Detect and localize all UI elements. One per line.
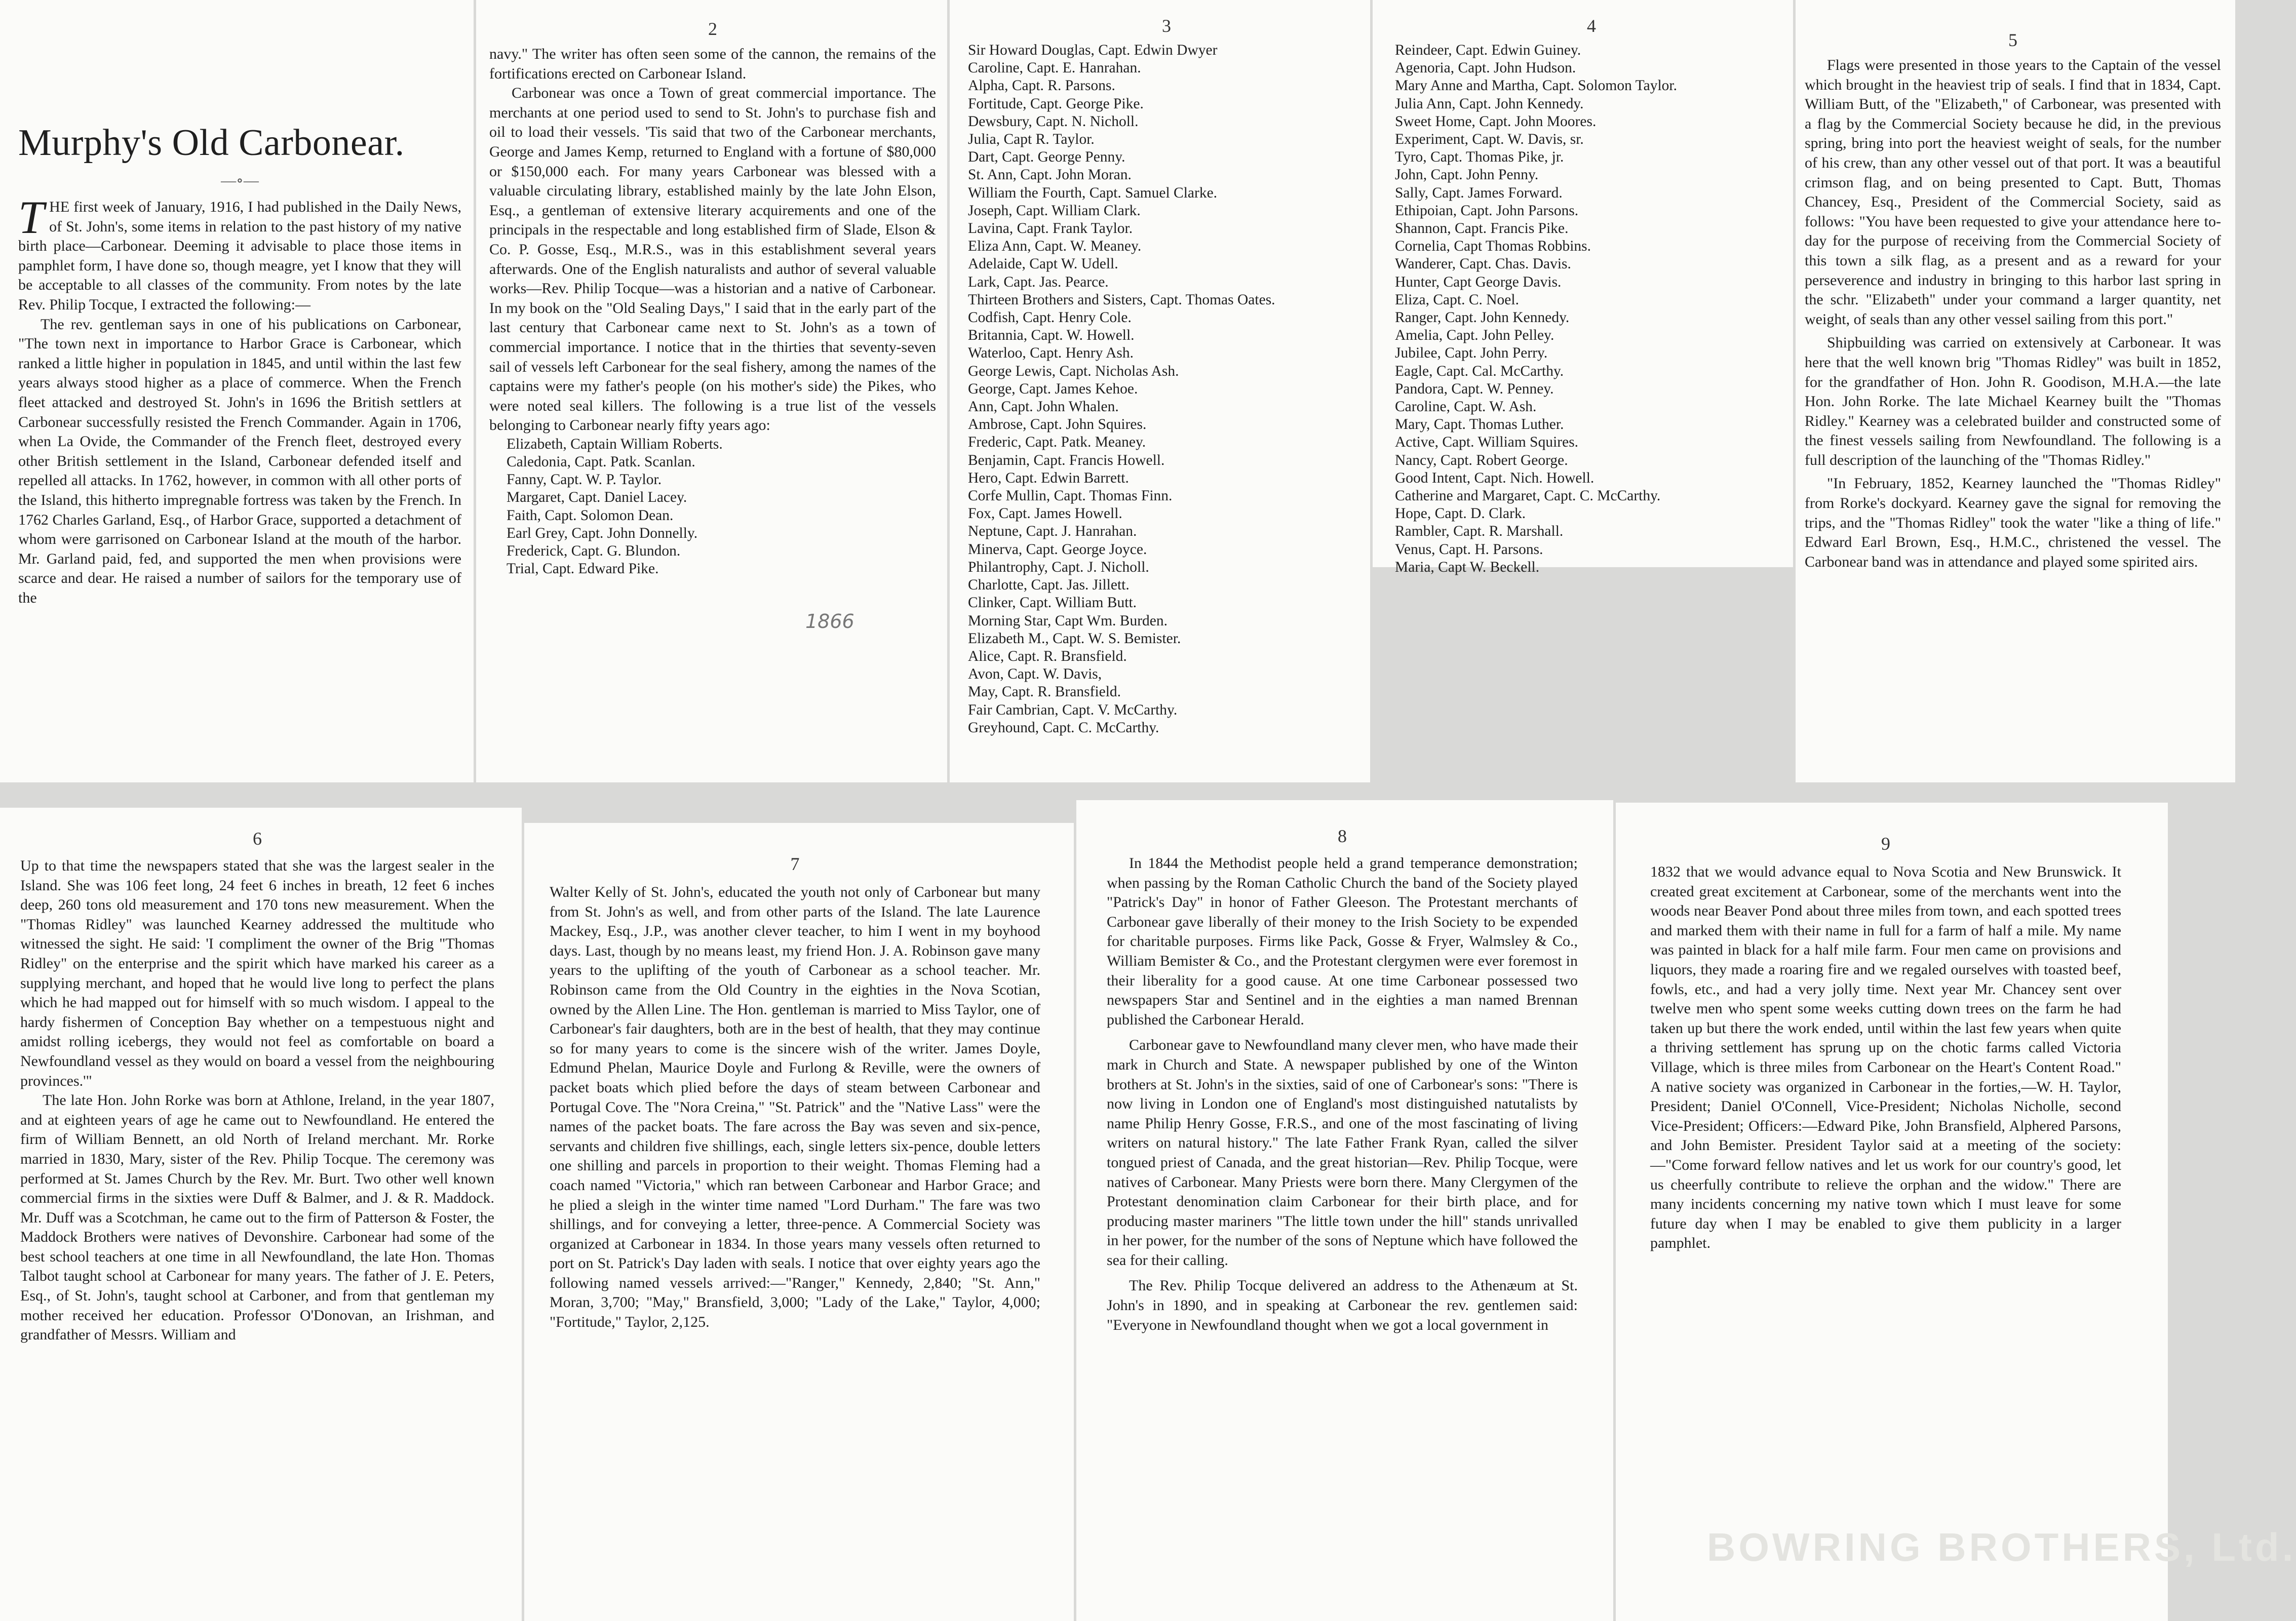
- vessel-item: Neptune, Capt. J. Hanrahan.: [968, 523, 1137, 540]
- vessel-item: Ann, Capt. John Whalen.: [968, 399, 1119, 415]
- vessel-item: George Lewis, Capt. Nicholas Ash.: [968, 363, 1179, 379]
- vessel-item: Fox, Capt. James Howell.: [968, 505, 1122, 522]
- vessel-item: Caledonia, Capt. Patk. Scanlan.: [507, 454, 695, 470]
- vessel-item: Fanny, Capt. W. P. Taylor.: [507, 471, 662, 488]
- page-6-para-1: Up to that time the newspapers stated that she was the largest sealer in the Island. She was 106 feet long, 24 feet 6 inches in breath, 12 feet 6 inches deep, 260 tons old measurement and 170 tons new measurement. When the "Thomas Ridley" was launched Kearney addressed the multitude who witnessed the sight. He said: 'I compliment the owner of the Brig "Thomas Ridley" on the enterprise and the spirit which have marked his career as a supplying merchant, and hoped that he would live long to perfect the plans which he had mapped out for himself with so much wisdom. I appeal to the hardy fishermen of Conception Bay whether on a tempestuous night and amidst rolling icebergs, they would not feel as comfortable on board a Newfoundland vessel as they would on board a vessel from the neighbouring provinces.'": [20, 857, 494, 1089]
- drop-cap: T: [18, 191, 45, 243]
- page-5: [1796, 0, 2235, 782]
- page-number: 9: [1881, 834, 1890, 854]
- bleed-through-text: BOWRING BROTHERS, Ltd.: [1707, 1525, 2296, 1569]
- vessel-item: Sally, Capt. James Forward.: [1395, 184, 1563, 201]
- vessel-item: Maria, Capt W. Beckell.: [1395, 559, 1540, 575]
- vessel-item: Hunter, Capt George Davis.: [1395, 273, 1562, 290]
- vessel-item: Clinker, Capt. William Butt.: [968, 595, 1137, 611]
- vessel-item: Amelia, Capt. John Pelley.: [1395, 327, 1554, 344]
- page-8: [1076, 800, 1613, 1621]
- vessel-item: Ambrose, Capt. John Squires.: [968, 416, 1147, 433]
- vessel-item: Morning Star, Capt Wm. Burden.: [968, 612, 1168, 629]
- vessel-item: Venus, Capt. H. Parsons.: [1395, 541, 1543, 558]
- vessel-item: Julia Ann, Capt. John Kennedy.: [1395, 95, 1584, 112]
- vessel-item: Trial, Capt. Edward Pike.: [507, 561, 659, 577]
- page-5-para-1: Flags were presented in those years to the Captain of the vessel which brought in the heaviest trip of seals. I find that in 1834, Capt. William Butt, of the "Elizabeth," of Carbonear, was presented with a flag by the Commercial Society because he did, in the previous spring, bring into port the heaviest weight of seals, for the number of his crew, than any other vessel out of that port. It was a beautiful crimson flag, and on being presented to Capt. Butt, Thomas Chancey, Esq., President of the Commercial Society, said as follows: "You have been requested to give your attendance here to-day for the purpose of receiving from the Commercial Society of this town a silk flag, as a present and as a reward for your perseverence and industry in bringing to this harbor last spring in the schr. "Elizabeth" under your command a larger quantity, net weight, of seals than any other vessel sailing from this port.": [1805, 57, 2221, 328]
- page-1: [0, 0, 474, 782]
- vessel-item: St. Ann, Capt. John Moran.: [968, 167, 1132, 183]
- page-title: Murphy's Old Carbonear.: [18, 122, 405, 164]
- vessel-item: Codfish, Capt. Henry Cole.: [968, 309, 1132, 326]
- vessel-item: Hope, Capt. D. Clark.: [1395, 505, 1526, 522]
- vessel-item: Fair Cambrian, Capt. V. McCarthy.: [968, 701, 1178, 718]
- vessel-item: Adelaide, Capt W. Udell.: [968, 256, 1118, 272]
- page-5-para-2: Shipbuilding was carried on extensively at Carbonear. It was here that the well known brig "Thomas Ridley" was built in 1852, for the grandfather of Hon. John R. Goodison, M.H.A.—the late Hon. John Rorke. The late Michael Kearney built the "Thomas Ridley." Kearney was a celebrated builder and constructed some of the finest vessels sailing from Newfoundland. The following is a full description of the launching of the "Thomas Ridley.": [1805, 334, 2221, 468]
- vessel-item: Dart, Capt. George Penny.: [968, 149, 1125, 166]
- vessel-item: Waterloo, Capt. Henry Ash.: [968, 345, 1134, 362]
- page-2-para-1: navy." The writer has often seen some of the cannon, the remains of the fortifications erected on Carbonear Island.: [489, 46, 936, 82]
- vessel-item: Avon, Capt. W. Davis,: [968, 666, 1102, 683]
- page-2: [476, 0, 947, 782]
- vessel-item: Alpha, Capt. R. Parsons.: [968, 77, 1115, 94]
- page-number: 8: [1338, 826, 1347, 846]
- vessel-item: Jubilee, Capt. John Perry.: [1395, 345, 1548, 362]
- vessel-item: Corfe Mullin, Capt. Thomas Finn.: [968, 488, 1173, 504]
- page-6: [0, 808, 522, 1621]
- page-7-para-1: Walter Kelly of St. John's, educated the youth not only of Carbonear but many from St. John's as well, and from other parts of the Island. The late Laurence Mackey, Esq., J.P., was another clever teacher, to him I went in my boyhood days. Last, though by no means least, my friend Hon. J. A. Robinson gave many years to the uplifting of the youth of Carbonear as a school teacher. Mr. Robinson came from the Old Country in the eighties in the Nova Scotian, owned by the Allen Line. The Hon. gentleman is married to Miss Taylor, one of Carbonear's fair daughters, both are in the best of health, that they may continue so for many years to come is the sincere wish of the writer. James Doyle, Edmund Phelan, Maurice Doyle and Furlong & Reville, were the owners of packet boats which plied before the days of steam between Carbonear and Portugal Cove. The "Nora Creina," "St. Patrick" and the "Native Lass" were the names of the packet boats. The fare across the Bay was seven and six-pence, servants and children five shillings, each, single letters six-pence, double letters one shilling and parcels in proportion to their weight. Thomas Fleming had a coach named "Victoria," which ran between Carbonear and Harbor Grace; and he plied a sleigh in the winter time named "Lord Durham." The fare was two shillings, and for conveying a letter, three-pence. A Commercial Society was organized at Carbonear in 1834. In those years many vessels often returned to port on St. Patrick's Day laden with seals. I notice that over eighty years ago the following named vessels arrived:—"Ranger," Kennedy, 2,840; "St. Ann," Moran, 3,700; "May," Bransfield, 3,000; "Lady of the Lake," Taylor, 4,000; "Fortitude," Taylor, 2,125.: [550, 884, 1040, 1331]
- title-ornament: —∘—: [221, 172, 259, 189]
- page-2-para-2: Carbonear was once a Town of great commercial importance. The merchants at one period used to send to St. John's to purchase fish and oil to load their vessels. 'Tis said that two of the Carbonear merchants, George and James Kemp, returned to England with a fortune of $80,000 or $150,000 each. For many years Carbonear was blessed with a valuable circulating library, established mainly by the late John Elson, Esq., a gentleman of extensive literary acquirements and one of the principals in the respectable and long established firm of Slade, Elson & Co. P. Gosse, Esq., M.R.S., was in this establishment several years afterwards. One of the English naturalists and author of several valuable works—Rev. Philip Tocque—was a historian and a native of Carbonear. In my book on the "Old Sealing Days," I said that in the early part of the last century that Carbonear came next to St. John's as a town of commercial importance. I notice that in the thirties that seventy-seven sail of vessels left Carbonear for the seal fishery, among the names of the captains were my father's people (on his mother's side) the Pikes, who were noted seal killers. The following is a true list of the vessels belonging to Carbonear nearly fifty years ago:: [489, 85, 936, 434]
- page-3: [950, 0, 1370, 782]
- vessel-item: Lavina, Capt. Frank Taylor.: [968, 220, 1133, 237]
- vessel-item: Sir Howard Douglas, Capt. Edwin Dwyer: [968, 42, 1218, 58]
- page-5-para-3: "In February, 1852, Kearney launched the "Thomas Ridley" from Rorke's dockyard. Kearney gave the signal for removing the trips, and the "Thomas Ridley" took the water "like a thing of life." Edward Earl Brown, Esq., H.M.C., christened the vessel. The Carbonear band was in attendance and played some spirited airs.: [1805, 475, 2221, 570]
- vessel-item: Sweet Home, Capt. John Moores.: [1395, 113, 1597, 130]
- vessel-item: Wanderer, Capt. Chas. Davis.: [1395, 256, 1571, 272]
- vessel-item: Minerva, Capt. George Joyce.: [968, 541, 1147, 558]
- vessel-list: [507, 436, 936, 578]
- vessel-item: Charlotte, Capt. Jas. Jillett.: [968, 577, 1130, 594]
- vessel-item: Philantrophy, Capt. J. Nicholl.: [968, 559, 1149, 575]
- page-8-para-3: The Rev. Philip Tocque delivered an address to the Athenæum at St. John's in 1890, and in speaking at Carbonear the rev. gentlemen said: "Everyone in Newfoundland thought when we got a local government in: [1107, 1277, 1578, 1333]
- vessel-item: Catherine and Margaret, Capt. C. McCarthy.: [1395, 488, 1661, 504]
- vessel-item: Agenoria, Capt. John Hudson.: [1395, 60, 1576, 76]
- page-1-para-1: THE first week of January, 1916, I had published in the Daily News, of St. John's, some items in relation to the past history of my native birth place—Carbonear. Deeming it advisable to place those items in pamphlet form, I have done so, though meagre, yet I know that they will be acceptable to all classes of the community. From notes by the late Rev. Philip Tocque, I extracted the following:—: [18, 191, 461, 313]
- vessel-item: Eliza Ann, Capt. W. Meaney.: [968, 238, 1142, 255]
- page-8-para-2: Carbonear gave to Newfoundland many clever men, who have made their mark in Church and State. A newspaper published by one of the Winton brothers at St. John's in the sixties, said of one of Carbonear's sons: "There is now living in London one of England's most distinguished natutalists by name Philip Henry Gosse, F.R.S., and one of the most fascinating of living writers on natural history." The late Father Frank Ryan, called the silver tongued priest of Canada, and the great historian—Rev. Philip Tocque, were natives of Carbonear. Many Priests were born there. Many Clergymen of the Protestant denomination claim Carbonear for their birth place, and for producing master mariners "The little town under the hill" stands unrivalled in her power, for the number of the sons of Neptune which have followed the sea for their calling.: [1107, 1037, 1578, 1269]
- vessel-item: John, Capt. John Penny.: [1395, 167, 1539, 183]
- page-number: 3: [1162, 16, 1171, 36]
- page-number: 5: [2008, 30, 2017, 50]
- vessel-item: Shannon, Capt. Francis Pike.: [1395, 220, 1569, 237]
- page-number: 2: [708, 19, 717, 39]
- vessel-item: Cornelia, Capt Thomas Robbins.: [1395, 238, 1591, 255]
- vessel-item: Alice, Capt. R. Bransfield.: [968, 648, 1127, 664]
- vessel-item: Benjamin, Capt. Francis Howell.: [968, 452, 1165, 468]
- vessel-item: Experiment, Capt. W. Davis, sr.: [1395, 131, 1584, 148]
- vessel-item: Pandora, Capt. W. Penney.: [1395, 380, 1554, 397]
- page-number: 4: [1587, 16, 1596, 36]
- page-number: 7: [790, 854, 800, 874]
- vessel-item: Good Intent, Capt. Nich. Howell.: [1395, 469, 1594, 486]
- vessel-item: Fortitude, Capt. George Pike.: [968, 95, 1144, 112]
- vessel-item: Earl Grey, Capt. John Donnelly.: [507, 525, 698, 541]
- vessel-item: Julia, Capt R. Taylor.: [968, 131, 1095, 148]
- vessel-item: Eagle, Capt. Cal. McCarthy.: [1395, 363, 1564, 379]
- page-number: 6: [253, 828, 262, 849]
- page-7: [524, 823, 1074, 1621]
- vessel-item: Thirteen Brothers and Sisters, Capt. Thomas Oates.: [968, 291, 1275, 308]
- vessel-item: Margaret, Capt. Daniel Lacey.: [507, 489, 687, 506]
- page-6-para-2: The late Hon. John Rorke was born at Athlone, Ireland, in the year 1807, and at eighteen years of age he came out to Newfoundland. He entered the firm of William Bennett, an old North of Ireland merchant. Mr. Rorke married in 1830, Mary, sister of the Rev. Philip Tocque. The ceremony was performed at St. James Church by the Rev. Mr. Burt. Two other well known commercial firms in the sixties were Duff & Balmer, and J. & R. Maddock. Mr. Duff was a Scotchman, he came out to the firm of Patterson & Foster, the Maddock Brothers were natives of Devonshire. Carbonear had some of the best school teachers at one time in all Newfoundland, the late Hon. Thomas Talbot taught school at Carbonear for many years. The father of J. E. Peters, Esq., of St. John's, taught school at Carboner, and from that gentleman my mother received her education. Professor O'Donovan, an Irishman, and grandfather of Messrs. William and: [20, 1092, 494, 1343]
- page-4: [1373, 0, 1793, 575]
- page-8-para-1: In 1844 the Methodist people held a grand temperance demonstration; when passing by the Roman Catholic Church the band of the Society played "Patrick's Day" in honor of Father Gleeson. The Protestant merchants of Carbonear gave liberally of their money to the Irish Society to be expended for charitable purposes. Firms like Pack, Gosse & Fryer, Walmsley & Co., William Bemister & Co., and the Protestant clergymen were ever foremost in their liberality for a good cause. At one time Carbonear possessed two newspapers Star and Sentinel and in the eighties a man named Brennan published the Carbonear Herald.: [1107, 855, 1578, 1028]
- vessel-item: Britannia, Capt. W. Howell.: [968, 327, 1135, 344]
- vessel-item: Reindeer, Capt. Edwin Guiney.: [1395, 42, 1581, 58]
- vessel-item: Dewsbury, Capt. N. Nicholl.: [968, 113, 1139, 130]
- vessel-item: Ethipoian, Capt. John Parsons.: [1395, 202, 1579, 219]
- vessel-item: Frederic, Capt. Patk. Meaney.: [968, 434, 1146, 451]
- vessel-item: Mary, Capt. Thomas Luther.: [1395, 416, 1564, 433]
- vessel-item: Caroline, Capt. W. Ash.: [1395, 399, 1537, 415]
- vessel-item: George, Capt. James Kehoe.: [968, 380, 1138, 397]
- vessel-item: Active, Capt. William Squires.: [1395, 434, 1579, 451]
- vessel-item: Tyro, Capt. Thomas Pike, jr.: [1395, 149, 1564, 166]
- vessel-item: Caroline, Capt. E. Hanrahan.: [968, 60, 1141, 76]
- vessel-item: Eliza, Capt. C. Noel.: [1395, 291, 1519, 308]
- vessel-item: Greyhound, Capt. C. McCarthy.: [968, 719, 1159, 736]
- vessel-item: May, Capt. R. Bransfield.: [968, 684, 1121, 700]
- vessel-item: Lark, Capt. Jas. Pearce.: [968, 273, 1109, 290]
- page-9-para-1: 1832 that we would advance equal to Nova Scotia and New Brunswick. It created great excitement at Carbonear, some of the merchants went into the woods near Beaver Pond about three miles from town, and each spotted trees and marked them with their name in full for a farm of half a mile. My name was painted in black for a half mile farm. Four men came on provisions and liquors, they made a roaring fire and we regaled ourselves with toasted beef, fowls, etc., and had a very jolly time. Next year Mr. Chancey sent over twelve men who spent some weeks cutting down trees on the farm he had taken up but there the work ended, until within the last few years when quite a thriving settlement has sprung up on the chotic farms called Victoria Village, which is three miles from Carbonear on the Heart's Content Road." A native society was organized in Carbonear in the forties,—W. H. Taylor, President; Daniel O'Connell, Vice-President; Nicholas Nicholle, second Vice-President; Officers:—Edward Pike, John Bransfield, Alphered Parsons, and John Bemister. President Taylor said at a meeting of the society:—"Come forward fellow natives and let us work for our country's good, let us cheerfully contribute to relieve the orphan and the widow." There are many incidents concerning my native town which I must leave for some future day when I may be enabled to give them publicity in a larger pamphlet.: [1650, 863, 2121, 1252]
- vessel-item: Elizabeth, Captain William Roberts.: [507, 436, 723, 452]
- vessel-item: Faith, Capt. Solomon Dean.: [507, 507, 674, 524]
- vessel-item: Ranger, Capt. John Kennedy.: [1395, 309, 1570, 326]
- vessel-item: Rambler, Capt. R. Marshall.: [1395, 523, 1564, 540]
- handwritten-note: 1866: [805, 610, 854, 632]
- vessel-item: Hero, Capt. Edwin Barrett.: [968, 469, 1129, 486]
- vessel-item: Mary Anne and Martha, Capt. Solomon Taylor.: [1395, 77, 1677, 94]
- vessel-item: Elizabeth M., Capt. W. S. Bemister.: [968, 630, 1181, 647]
- vessel-item: Frederick, Capt. G. Blundon.: [507, 543, 681, 560]
- vessel-list: [968, 42, 1365, 737]
- vessel-item: Joseph, Capt. William Clark.: [968, 202, 1141, 219]
- page-1-para-2: The rev. gentleman says in one of his publications on Carbonear, "The town next in importance to Harbor Grace is Carbonear, which ranked a little higher in population in 1845, and until within the last few years always stood higher as a place of commerce. When the French fleet attacked and destroyed St. John's in 1696 the British settlers at Carbonear successfully resisted the French Commander. Again in 1706, when La Ovide, the Commander of the French fleet, destroyed every other British settlement in the Island, Carbonear defended itself and repelled all attacks. In 1762, however, in common with all other ports of the Island, this hitherto impregnable fortress was taken by the French. In 1762 Charles Garland, Esq., of Harbor Grace, supported a detachment of whom were garrisoned on Carbonear Island at the mouth of the harbor. Mr. Garland paid, fed, and supported the men when provisions were scarce and dear. He raised a number of sailors for the temporary use of the: [18, 315, 461, 606]
- vessel-item: William the Fourth, Capt. Samuel Clarke.: [968, 184, 1218, 201]
- page-9: [1616, 803, 2296, 1621]
- vessel-item: Nancy, Capt. Robert George.: [1395, 452, 1568, 468]
- vessel-list: [1395, 42, 1788, 576]
